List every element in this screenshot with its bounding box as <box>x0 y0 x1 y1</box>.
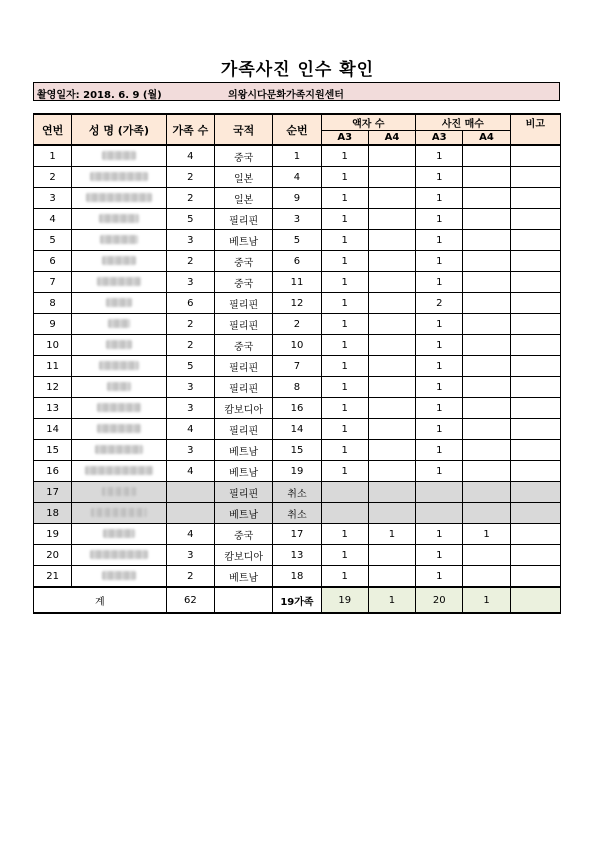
header-name: 성 명 (가족) <box>72 114 167 145</box>
row-photo-a3: 1 <box>416 440 463 461</box>
total-label: 계 <box>34 587 167 613</box>
table-row <box>34 524 561 545</box>
row-nationality: 중국 <box>215 335 273 356</box>
redacted-name <box>103 529 135 538</box>
row-frame-a4 <box>368 145 415 167</box>
row-photo-a3: 1 <box>416 356 463 377</box>
row-frame-a3 <box>321 482 368 503</box>
total-frame-a4: 1 <box>368 587 415 613</box>
row-note <box>510 314 560 335</box>
table-row <box>34 251 561 272</box>
row-note <box>510 209 560 230</box>
redacted-name <box>97 277 141 286</box>
row-nationality: 베트남 <box>215 440 273 461</box>
row-note <box>510 503 560 524</box>
row-photo-a4 <box>463 145 510 167</box>
row-photo-a4 <box>463 440 510 461</box>
row-note <box>510 398 560 419</box>
row-no: 13 <box>34 398 72 419</box>
row-family-count: 2 <box>166 335 214 356</box>
row-frame-a4 <box>368 503 415 524</box>
organization-name: 의왕시다문화가족지원센터 <box>228 90 344 101</box>
row-order: 8 <box>273 377 321 398</box>
row-order: 16 <box>273 398 321 419</box>
row-nationality: 필리핀 <box>215 314 273 335</box>
row-note <box>510 461 560 482</box>
row-no: 17 <box>34 482 72 503</box>
table-row <box>34 209 561 230</box>
row-name <box>72 209 167 230</box>
row-name <box>72 398 167 419</box>
redacted-name <box>90 550 148 559</box>
row-order: 11 <box>273 272 321 293</box>
row-name <box>72 545 167 566</box>
row-photo-a4 <box>463 230 510 251</box>
row-order: 12 <box>273 293 321 314</box>
row-no: 12 <box>34 377 72 398</box>
row-frame-a4 <box>368 188 415 209</box>
row-photo-a4 <box>463 398 510 419</box>
row-note <box>510 419 560 440</box>
row-family-count: 5 <box>166 356 214 377</box>
row-frame-a3: 1 <box>321 251 368 272</box>
row-no: 14 <box>34 419 72 440</box>
row-name <box>72 503 167 524</box>
row-frame-a3: 1 <box>321 419 368 440</box>
redacted-name <box>106 298 132 307</box>
row-photo-a4 <box>463 356 510 377</box>
row-note <box>510 545 560 566</box>
shoot-date: 촬영일자: 2018. 6. 9 (월) <box>37 90 162 101</box>
redacted-name <box>99 214 139 223</box>
row-family-count: 4 <box>166 524 214 545</box>
row-order: 5 <box>273 230 321 251</box>
row-frame-a4 <box>368 482 415 503</box>
row-note <box>510 188 560 209</box>
row-photo-a4 <box>463 377 510 398</box>
table-row <box>34 230 561 251</box>
redacted-name <box>91 508 147 517</box>
row-photo-a3: 1 <box>416 167 463 188</box>
table-row <box>34 503 561 524</box>
row-nationality: 캄보디아 <box>215 545 273 566</box>
row-name <box>72 293 167 314</box>
row-photo-a4 <box>463 461 510 482</box>
total-frame-a3: 19 <box>321 587 368 613</box>
row-frame-a3: 1 <box>321 566 368 588</box>
row-family-count: 3 <box>166 377 214 398</box>
row-note <box>510 230 560 251</box>
row-nationality: 필리핀 <box>215 377 273 398</box>
row-photo-a3: 1 <box>416 272 463 293</box>
row-family-count: 6 <box>166 293 214 314</box>
row-photo-a3: 1 <box>416 566 463 588</box>
row-photo-a3: 1 <box>416 230 463 251</box>
row-frame-a3: 1 <box>321 524 368 545</box>
row-nationality: 캄보디아 <box>215 398 273 419</box>
row-order: 18 <box>273 566 321 588</box>
redacted-name <box>99 361 139 370</box>
row-family-count: 4 <box>166 461 214 482</box>
row-order: 13 <box>273 545 321 566</box>
row-photo-a4 <box>463 209 510 230</box>
row-family-count <box>166 482 214 503</box>
row-photo-a3: 1 <box>416 209 463 230</box>
row-order: 취소 <box>273 503 321 524</box>
row-photo-a3: 1 <box>416 145 463 167</box>
row-photo-a4 <box>463 566 510 588</box>
row-frame-a4 <box>368 419 415 440</box>
row-frame-a4 <box>368 293 415 314</box>
row-frame-a3: 1 <box>321 145 368 167</box>
table-row <box>34 314 561 335</box>
row-name <box>72 566 167 588</box>
row-order: 15 <box>273 440 321 461</box>
redacted-name <box>102 487 136 496</box>
table-row <box>34 440 561 461</box>
row-name <box>72 482 167 503</box>
row-family-count <box>166 503 214 524</box>
row-note <box>510 482 560 503</box>
redacted-name <box>102 256 136 265</box>
row-nationality: 베트남 <box>215 461 273 482</box>
row-note <box>510 251 560 272</box>
row-note <box>510 145 560 167</box>
row-photo-a3: 1 <box>416 251 463 272</box>
redacted-name <box>97 424 141 433</box>
row-order: 2 <box>273 314 321 335</box>
table-row <box>34 167 561 188</box>
row-frame-a3: 1 <box>321 293 368 314</box>
row-photo-a3: 1 <box>416 314 463 335</box>
row-family-count: 4 <box>166 419 214 440</box>
row-note <box>510 356 560 377</box>
row-family-count: 4 <box>166 145 214 167</box>
row-order: 6 <box>273 251 321 272</box>
table-row <box>34 377 561 398</box>
total-family: 62 <box>166 587 214 613</box>
row-photo-a4 <box>463 251 510 272</box>
row-frame-a4 <box>368 440 415 461</box>
table-row <box>34 293 561 314</box>
table-row <box>34 566 561 588</box>
row-photo-a3: 1 <box>416 188 463 209</box>
row-note <box>510 524 560 545</box>
row-frame-a4 <box>368 377 415 398</box>
row-note <box>510 377 560 398</box>
row-photo-a3: 1 <box>416 461 463 482</box>
row-frame-a3: 1 <box>321 545 368 566</box>
row-frame-a4 <box>368 566 415 588</box>
row-nationality: 중국 <box>215 145 273 167</box>
row-frame-a4 <box>368 545 415 566</box>
row-nationality: 베트남 <box>215 230 273 251</box>
header-order: 순번 <box>273 114 321 145</box>
redacted-name <box>108 319 130 328</box>
table-row <box>34 356 561 377</box>
row-photo-a4: 1 <box>463 524 510 545</box>
row-name <box>72 251 167 272</box>
row-no: 7 <box>34 272 72 293</box>
redacted-name <box>107 382 131 391</box>
row-nationality: 중국 <box>215 524 273 545</box>
table-row <box>34 482 561 503</box>
header-no: 연번 <box>34 114 72 145</box>
row-nationality: 중국 <box>215 251 273 272</box>
row-name <box>72 167 167 188</box>
row-no: 8 <box>34 293 72 314</box>
row-family-count: 5 <box>166 209 214 230</box>
row-no: 4 <box>34 209 72 230</box>
row-order: 1 <box>273 145 321 167</box>
row-photo-a4 <box>463 482 510 503</box>
row-frame-a4 <box>368 356 415 377</box>
row-photo-a3: 2 <box>416 293 463 314</box>
row-frame-a4 <box>368 167 415 188</box>
row-frame-a3: 1 <box>321 167 368 188</box>
row-note <box>510 293 560 314</box>
row-note <box>510 566 560 588</box>
row-frame-a3: 1 <box>321 272 368 293</box>
row-frame-a3: 1 <box>321 335 368 356</box>
row-nationality: 중국 <box>215 272 273 293</box>
row-no: 10 <box>34 335 72 356</box>
row-frame-a3: 1 <box>321 440 368 461</box>
row-no: 19 <box>34 524 72 545</box>
row-no: 2 <box>34 167 72 188</box>
row-frame-a3: 1 <box>321 398 368 419</box>
row-order: 17 <box>273 524 321 545</box>
row-frame-a4 <box>368 398 415 419</box>
total-photo-a4: 1 <box>463 587 510 613</box>
row-note <box>510 167 560 188</box>
redacted-name <box>102 571 136 580</box>
header-frame-count: 액자 수 <box>321 114 416 131</box>
row-family-count: 2 <box>166 314 214 335</box>
header-family-count: 가족 수 <box>166 114 214 145</box>
total-photo-a3: 20 <box>416 587 463 613</box>
redacted-name <box>106 340 132 349</box>
row-photo-a3 <box>416 482 463 503</box>
row-photo-a4 <box>463 503 510 524</box>
row-photo-a4 <box>463 335 510 356</box>
row-order: 19 <box>273 461 321 482</box>
row-nationality: 일본 <box>215 188 273 209</box>
row-name <box>72 440 167 461</box>
row-no: 20 <box>34 545 72 566</box>
row-name <box>72 335 167 356</box>
table-body <box>34 145 561 587</box>
row-no: 16 <box>34 461 72 482</box>
row-no: 11 <box>34 356 72 377</box>
row-name <box>72 524 167 545</box>
table-header <box>34 114 561 145</box>
roster-table <box>33 113 561 614</box>
row-photo-a4 <box>463 167 510 188</box>
header-photo-count: 사진 매수 <box>416 114 511 131</box>
row-order: 취소 <box>273 482 321 503</box>
row-name <box>72 461 167 482</box>
row-no: 3 <box>34 188 72 209</box>
row-family-count: 3 <box>166 272 214 293</box>
row-photo-a3: 1 <box>416 419 463 440</box>
total-nationality <box>215 587 273 613</box>
row-no: 5 <box>34 230 72 251</box>
row-nationality: 베트남 <box>215 503 273 524</box>
table-row <box>34 545 561 566</box>
row-frame-a3: 1 <box>321 461 368 482</box>
row-name <box>72 377 167 398</box>
header-photo-a3: A3 <box>416 131 463 146</box>
row-photo-a3: 1 <box>416 398 463 419</box>
row-frame-a3: 1 <box>321 209 368 230</box>
row-note <box>510 335 560 356</box>
row-frame-a3: 1 <box>321 188 368 209</box>
row-no: 9 <box>34 314 72 335</box>
header-frame-a4: A4 <box>368 131 415 146</box>
table-row <box>34 398 561 419</box>
redacted-name <box>102 151 136 160</box>
row-photo-a4 <box>463 188 510 209</box>
table-row <box>34 145 561 167</box>
table-row <box>34 335 561 356</box>
redacted-name <box>100 235 138 244</box>
row-family-count: 3 <box>166 440 214 461</box>
header-frame-a3: A3 <box>321 131 368 146</box>
row-photo-a4 <box>463 545 510 566</box>
table-row <box>34 461 561 482</box>
row-family-count: 2 <box>166 566 214 588</box>
row-frame-a4 <box>368 335 415 356</box>
row-photo-a4 <box>463 272 510 293</box>
table-row <box>34 272 561 293</box>
row-family-count: 3 <box>166 545 214 566</box>
row-frame-a4 <box>368 272 415 293</box>
row-nationality: 필리핀 <box>215 356 273 377</box>
row-nationality: 필리핀 <box>215 482 273 503</box>
row-no: 1 <box>34 145 72 167</box>
row-photo-a3: 1 <box>416 524 463 545</box>
row-nationality: 필리핀 <box>215 209 273 230</box>
row-frame-a4 <box>368 230 415 251</box>
row-family-count: 2 <box>166 167 214 188</box>
row-order: 10 <box>273 335 321 356</box>
row-photo-a3: 1 <box>416 377 463 398</box>
row-nationality: 일본 <box>215 167 273 188</box>
row-family-count: 2 <box>166 251 214 272</box>
row-frame-a3 <box>321 503 368 524</box>
redacted-name <box>90 172 148 181</box>
row-no: 18 <box>34 503 72 524</box>
row-photo-a4 <box>463 314 510 335</box>
row-order: 3 <box>273 209 321 230</box>
row-name <box>72 145 167 167</box>
row-photo-a3 <box>416 503 463 524</box>
table-row <box>34 419 561 440</box>
header-photo-a4: A4 <box>463 131 510 146</box>
row-family-count: 3 <box>166 230 214 251</box>
row-family-count: 3 <box>166 398 214 419</box>
header-note: 비고 <box>510 114 560 145</box>
row-no: 6 <box>34 251 72 272</box>
row-nationality: 필리핀 <box>215 293 273 314</box>
row-name <box>72 188 167 209</box>
row-frame-a3: 1 <box>321 314 368 335</box>
row-frame-a3: 1 <box>321 356 368 377</box>
row-nationality: 필리핀 <box>215 419 273 440</box>
redacted-name <box>86 193 152 202</box>
row-name <box>72 230 167 251</box>
row-frame-a4 <box>368 461 415 482</box>
row-frame-a3: 1 <box>321 230 368 251</box>
row-note <box>510 272 560 293</box>
row-note <box>510 440 560 461</box>
total-families: 19가족 <box>273 587 321 613</box>
row-no: 21 <box>34 566 72 588</box>
row-photo-a4 <box>463 419 510 440</box>
info-bar <box>33 82 560 101</box>
redacted-name <box>85 466 153 475</box>
row-frame-a4 <box>368 251 415 272</box>
row-order: 7 <box>273 356 321 377</box>
row-frame-a4 <box>368 209 415 230</box>
row-family-count: 2 <box>166 188 214 209</box>
row-photo-a3: 1 <box>416 335 463 356</box>
row-nationality: 베트남 <box>215 566 273 588</box>
total-note <box>510 587 560 613</box>
row-frame-a4 <box>368 314 415 335</box>
header-nationality: 국적 <box>215 114 273 145</box>
total-row <box>34 587 561 613</box>
redacted-name <box>97 403 141 412</box>
document-title: 가족사진 인수 확인 <box>220 60 375 80</box>
redacted-name <box>95 445 143 454</box>
row-name <box>72 314 167 335</box>
row-no: 15 <box>34 440 72 461</box>
row-order: 14 <box>273 419 321 440</box>
row-name <box>72 419 167 440</box>
row-frame-a4: 1 <box>368 524 415 545</box>
row-photo-a4 <box>463 293 510 314</box>
row-order: 9 <box>273 188 321 209</box>
row-name <box>72 356 167 377</box>
table-row <box>34 188 561 209</box>
row-order: 4 <box>273 167 321 188</box>
row-name <box>72 272 167 293</box>
row-frame-a3: 1 <box>321 377 368 398</box>
row-photo-a3: 1 <box>416 545 463 566</box>
